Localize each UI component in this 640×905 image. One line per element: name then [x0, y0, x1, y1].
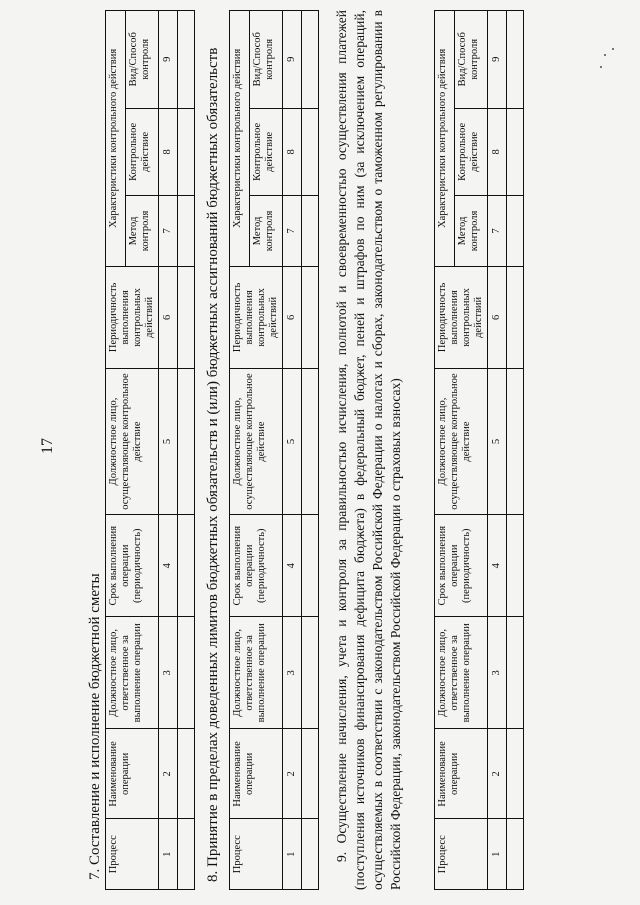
scan-speck	[600, 66, 602, 68]
header-characteristics: Характеристики контрольного действия	[230, 11, 250, 267]
section-9	[333, 10, 407, 890]
column-number: 1	[488, 819, 507, 890]
section-heading: 7. Составление и исполнение бюджетной сметы	[87, 573, 103, 880]
section-heading: 8. Принятие в пределах доведенных лимитов бюджетных обязательств и (или) бюджетных ассигнований бюджетных обязательств	[205, 47, 221, 882]
column-number: 9	[159, 11, 178, 109]
section-7	[85, 10, 195, 890]
header-process: Процесс	[230, 819, 283, 890]
header-operation-name: Наименование операции	[230, 729, 283, 819]
section-9-table-wrap	[434, 10, 574, 890]
header-controlling-person: Должностное лицо, осуществляющее контрольное действие	[435, 369, 488, 515]
scan-speck	[612, 48, 614, 50]
column-number: 5	[283, 369, 302, 515]
header-characteristics: Характеристики контрольного действия	[435, 11, 455, 267]
header-operation-name: Наименование операции	[106, 729, 159, 819]
column-number: 5	[159, 369, 178, 515]
header-controlling-person: Должностное лицо, осуществляющее контрольное действие	[230, 369, 283, 515]
header-control-method: Метод контроля	[454, 196, 487, 267]
header-deadline: Срок выполнения операции (периодичность)	[106, 515, 159, 617]
column-number: 3	[488, 617, 507, 729]
header-periodicity: Периодичность выполнения контрольных действий	[435, 266, 488, 368]
header-control-type: Вид/Способ контроля	[249, 11, 282, 109]
page-number: 17	[39, 438, 56, 454]
table-row	[302, 11, 319, 890]
header-process: Процесс	[435, 819, 488, 890]
column-number: 4	[283, 515, 302, 617]
column-number: 7	[283, 196, 302, 267]
scan-speck	[604, 54, 606, 56]
column-number: 6	[283, 266, 302, 368]
column-number: 8	[488, 108, 507, 196]
column-number: 2	[488, 729, 507, 819]
control-table	[105, 10, 195, 890]
table-row	[507, 11, 524, 890]
header-operation-name: Наименование операции	[435, 729, 488, 819]
column-number: 3	[159, 617, 178, 729]
column-number: 5	[488, 369, 507, 515]
header-control-action: Контрольное действие	[125, 108, 158, 196]
column-number: 2	[283, 729, 302, 819]
control-table	[434, 10, 524, 890]
column-number: 1	[159, 819, 178, 890]
rotated-content	[85, 10, 445, 890]
column-number: 4	[159, 515, 178, 617]
column-number: 7	[159, 196, 178, 267]
header-control-action: Контрольное действие	[454, 108, 487, 196]
header-deadline: Срок выполнения операции (периодичность)	[435, 515, 488, 617]
header-deadline: Срок выполнения операции (периодичность)	[230, 515, 283, 617]
column-number: 2	[159, 729, 178, 819]
section-8	[203, 10, 319, 890]
header-control-method: Метод контроля	[249, 196, 282, 267]
header-periodicity: Периодичность выполнения контрольных действий	[230, 266, 283, 368]
column-number: 9	[488, 11, 507, 109]
header-controlling-person: Должностное лицо, осуществляющее контрольное действие	[106, 369, 159, 515]
header-periodicity: Периодичность выполнения контрольных действий	[106, 266, 159, 368]
header-responsible-person: Должностное лицо, ответственное за выполнение операции	[435, 617, 488, 729]
header-control-type: Вид/Способ контроля	[125, 11, 158, 109]
section-heading: 9. Осуществление начисления, учета и контроля за правильностью исчисления, полнотой и своевременностью осуществления платежей (поступления источников финансирования дефицита бюджета) в федеральный бюджет, пеней и штрафов по ним (за исключением операций, осуществляемых в соответствии с законодательством Российской Федерации о налогах и сборах, законодательством о таможенном регулировании в Российской Федерации, законодательством Российской Федерации о страховых взносах)	[334, 10, 403, 890]
column-number: 8	[283, 108, 302, 196]
header-control-action: Контрольное действие	[249, 108, 282, 196]
table-row	[178, 11, 195, 890]
column-number: 6	[488, 266, 507, 368]
column-number: 1	[283, 819, 302, 890]
control-table	[229, 10, 319, 890]
column-number: 3	[283, 617, 302, 729]
header-control-method: Метод контроля	[125, 196, 158, 267]
header-responsible-person: Должностное лицо, ответственное за выполнение операции	[230, 617, 283, 729]
header-responsible-person: Должностное лицо, ответственное за выполнение операции	[106, 617, 159, 729]
header-control-type: Вид/Способ контроля	[454, 11, 487, 109]
header-characteristics: Характеристики контрольного действия	[106, 11, 126, 267]
column-number: 8	[159, 108, 178, 196]
column-number: 6	[159, 266, 178, 368]
column-number: 4	[488, 515, 507, 617]
column-number: 9	[283, 11, 302, 109]
header-process: Процесс	[106, 819, 159, 890]
column-number: 7	[488, 196, 507, 267]
